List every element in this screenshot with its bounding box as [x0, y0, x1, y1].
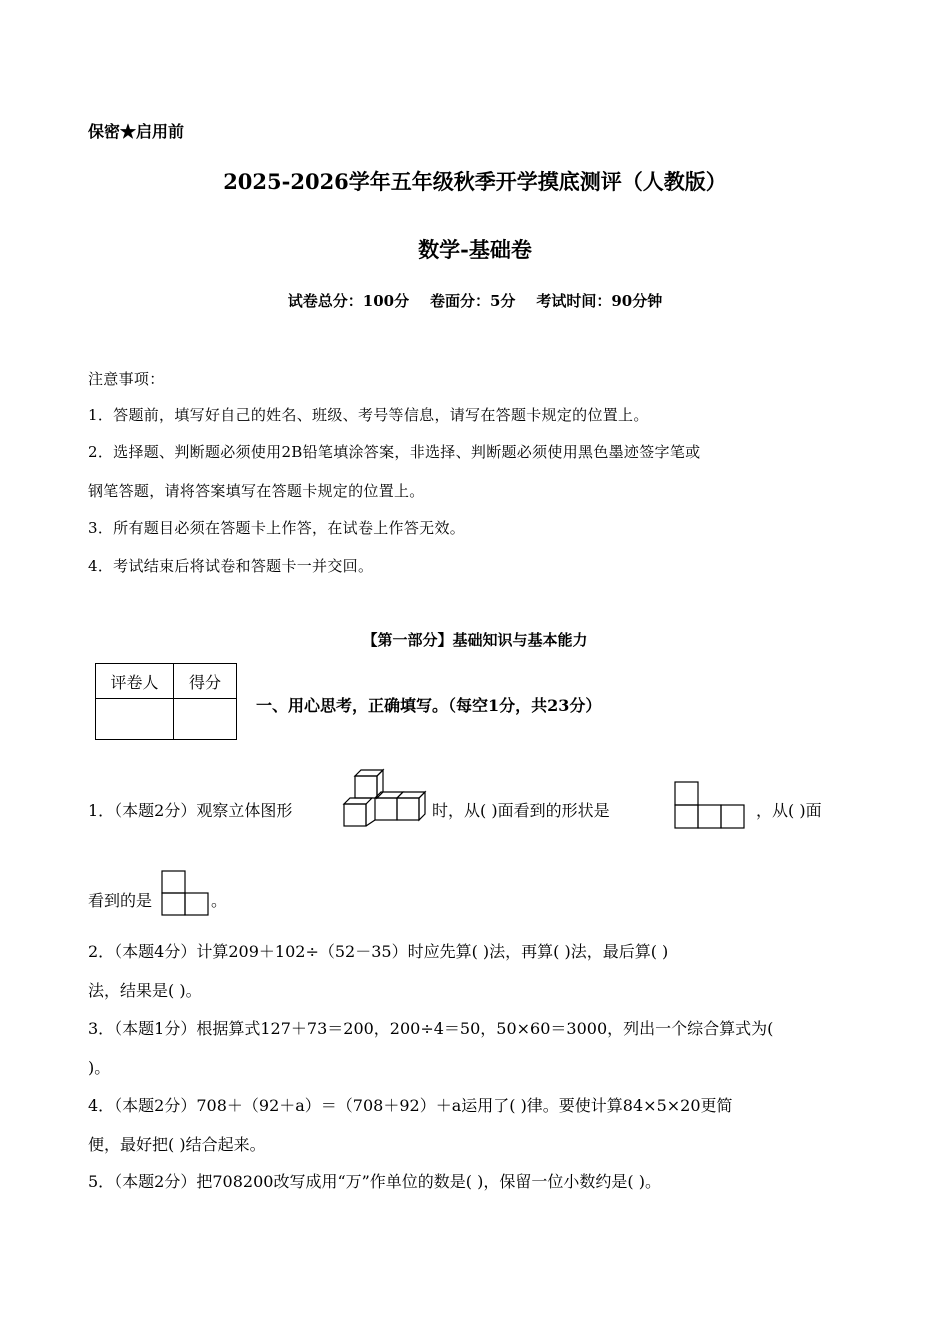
front-view-shape-icon: [674, 781, 748, 829]
page-title: 2025-2026学年五年级秋季开学摸底测评（人教版）: [223, 169, 727, 194]
q1-text-c: ，从( )面: [756, 801, 822, 820]
grader-header: 评卷人: [96, 664, 174, 699]
q2-line-2: 法，结果是( )。: [88, 981, 202, 1000]
side-view-shape-icon: [161, 870, 211, 916]
q1-text-d: 看到的是: [88, 891, 153, 910]
notice-item-2-cont: 钢笔答题，请将答案填写在答题卡规定的位置上。: [88, 482, 425, 500]
q1-text-a: 1．（本题2分）观察立体图形: [88, 801, 293, 820]
score-table: [95, 663, 237, 740]
score-header: 得分: [174, 664, 237, 699]
notice-heading: 注意事项：: [88, 370, 165, 388]
q5-line-1: 5．（本题2分）把708200改写成用“万”作单位的数是( )，保留一位小数约是( )。: [88, 1172, 661, 1191]
exam-info: 试卷总分：100分 卷面分：5分 考试时间：90分钟: [287, 292, 663, 310]
q1-text-e: 。: [211, 891, 228, 910]
page-subtitle: 数学-基础卷: [418, 237, 532, 262]
score-cell[interactable]: [174, 699, 237, 740]
section-part-title: 【第一部分】基础知识与基本能力: [362, 631, 588, 649]
notice-item-1: 1．答题前，填写好自己的姓名、班级、考号等信息，请写在答题卡规定的位置上。: [88, 406, 649, 424]
notice-item-2: 2．选择题、判断题必须使用2B铅笔填涂答案，非选择、判断题必须使用黑色墨迹签字笔或: [88, 443, 701, 461]
cube-figure-icon: [342, 768, 432, 828]
q3-line-2: )。: [88, 1058, 111, 1077]
grader-cell[interactable]: [96, 699, 174, 740]
notice-item-4: 4．考试结束后将试卷和答题卡一并交回。: [88, 557, 374, 575]
q3-line-1: 3．（本题1分）根据算式127＋73＝200，200÷4＝50，50×60＝3000，列出一个综合算式为(: [88, 1019, 774, 1038]
q4-line-1: 4．（本题2分）708＋（92＋a）＝（708＋92）＋a运用了( )律。要使计算84×5×20更简: [88, 1096, 733, 1115]
q1-text-b: 时，从( )面看到的形状是: [432, 801, 610, 820]
notice-item-3: 3．所有题目必须在答题卡上作答，在试卷上作答无效。: [88, 519, 466, 537]
section-one-title: 一、用心思考，正确填写。（每空1分，共23分）: [256, 696, 602, 715]
confidential-label: 保密★启用前: [88, 122, 185, 141]
q2-line-1: 2．（本题4分）计算209＋102÷（52－35）时应先算( )法，再算( )法，最后算( ): [88, 942, 669, 961]
q4-line-2: 便，最好把( )结合起来。: [88, 1135, 266, 1154]
